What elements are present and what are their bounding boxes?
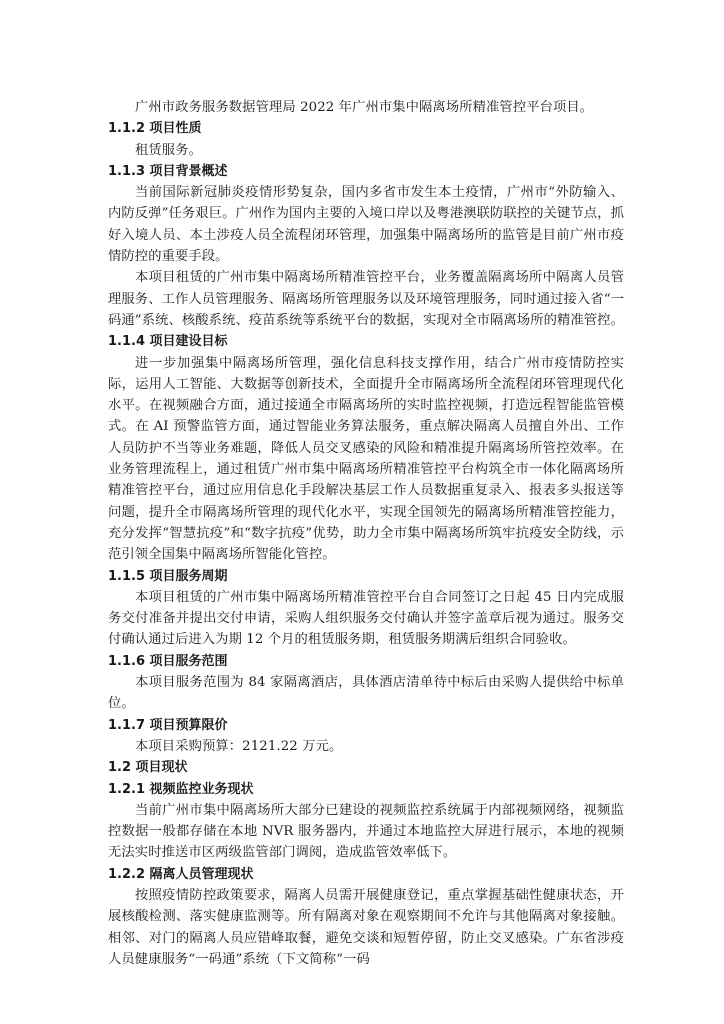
service-scope-paragraph: 本项目服务范围为 84 家隔离酒店，具体酒店清单待中标后由采购人提供给中标单位。 [108,675,624,712]
section-heading-video-monitoring: 1.2.1 视频监控业务现状 [108,781,254,797]
background-paragraph-2: 本项目租赁的广州市集中隔离场所精准管控平台，业务覆盖隔离场所中隔离人员管理服务、工作人员管理服务、隔离场所管理服务以及环境管理服务，同时通过接入省“一码通”系统、核酸系统、疫苗系统等系统平台的数据，实现对全市隔离场所的精准管控。 [108,270,624,328]
video-monitoring-paragraph: 当前广州市集中隔离场所大部分已建设的视频监控系统属于内部视频网络，视频监控数据一般都存储在本地 NVR 服务器内，并通过本地监控大屏进行展示，本地的视频无法实时推送市区两级监管部门调阅，造成监管效率低下。 [108,802,624,861]
background-paragraph-1: 当前国际新冠肺炎疫情形势复杂，国内多省市发生本土疫情，广州市“外防输入、内防反弹”任务艰巨。广州作为国内主要的入境口岸以及粤港澳联防联控的关键节点，抓好入境人员、本土涉疫人员全流程闭环管理，加强集中隔离场所的监管是目前广州市疫情防控的重要手段。 [108,185,624,265]
section-heading-service-period: 1.1.5 项目服务周期 [108,568,228,584]
section-heading-budget: 1.1.7 项目预算限价 [108,717,228,733]
section-heading-background: 1.1.3 项目背景概述 [108,163,228,179]
intro-paragraph: 广州市政务服务数据管理局 2022 年广州市集中隔离场所精准管控平台项目。 [135,100,594,115]
project-nature-paragraph: 租赁服务。 [135,142,202,158]
section-heading-current-status: 1.2 项目现状 [108,760,188,776]
section-heading-goals: 1.1.4 项目建设目标 [108,334,228,350]
service-period-paragraph: 本项目租赁的广州市集中隔离场所精准管控平台自合同签订之日起 45 日内完成服务交付准备并提出交付申请，采购人组织服务交付确认并签字盖章后视为通过。服务交付确认通过后进入为期 12 个月的租赁服务期，租赁服务期满后组织合同验收。 [108,589,624,648]
section-heading-service-scope: 1.1.6 项目服务范围 [108,653,228,669]
isolation-management-paragraph: 按照疫情防控政策要求，隔离人员需开展健康登记，重点掌握基础性健康状态，开展核酸检测、落实健康监测等。所有隔离对象在观察期间不允许与其他隔离对象接触。相邻、对门的隔离人员应错峰取餐，避免交谈和短暂停留，防止交叉感染。广东省涉疫人员健康服务“一码通”系统（下文简称“一码 [108,887,624,967]
section-heading-isolation-management: 1.2.2 隔离人员管理现状 [108,866,254,882]
document-body [108,97,624,970]
goals-paragraph: 进一步加强集中隔离场所管理，强化信息科技支撑作用，结合广州市疫情防控实际，运用人工智能、大数据等创新技术，全面提升全市隔离场所全流程闭环管理现代化水平。在视频融合方面，通过接通全市隔离场所的实时监控视频，打造远程智能监管模式。在 AI 预警监管方面，通过智能业务算法服务，重点解决隔离人员擅自外出、工作人员防护不当等业务难题，降低人员交叉感染的风险和精准提升隔离场所管控效率。在业务管理流程上，通过租赁广州市集中隔离场所精准管控平台构筑全市一体化隔离场所精准管控平台，通过应用信息化手段解决基层工作人员数据重复录入、报表多头报送等问题，提升全市隔离场所管理的现代化水平，实现全国领先的隔离场所精准管控能力，充分发挥“智慧抗疫”和“数字抗疫”优势，助力全市集中隔离场所筑牢抗疫安全防线，示范引领全国集中隔离场所智能化管控。 [108,355,624,563]
section-heading-project-nature: 1.1.2 项目性质 [108,121,202,137]
budget-paragraph: 本项目采购预算：2121.22 万元。 [135,738,343,754]
